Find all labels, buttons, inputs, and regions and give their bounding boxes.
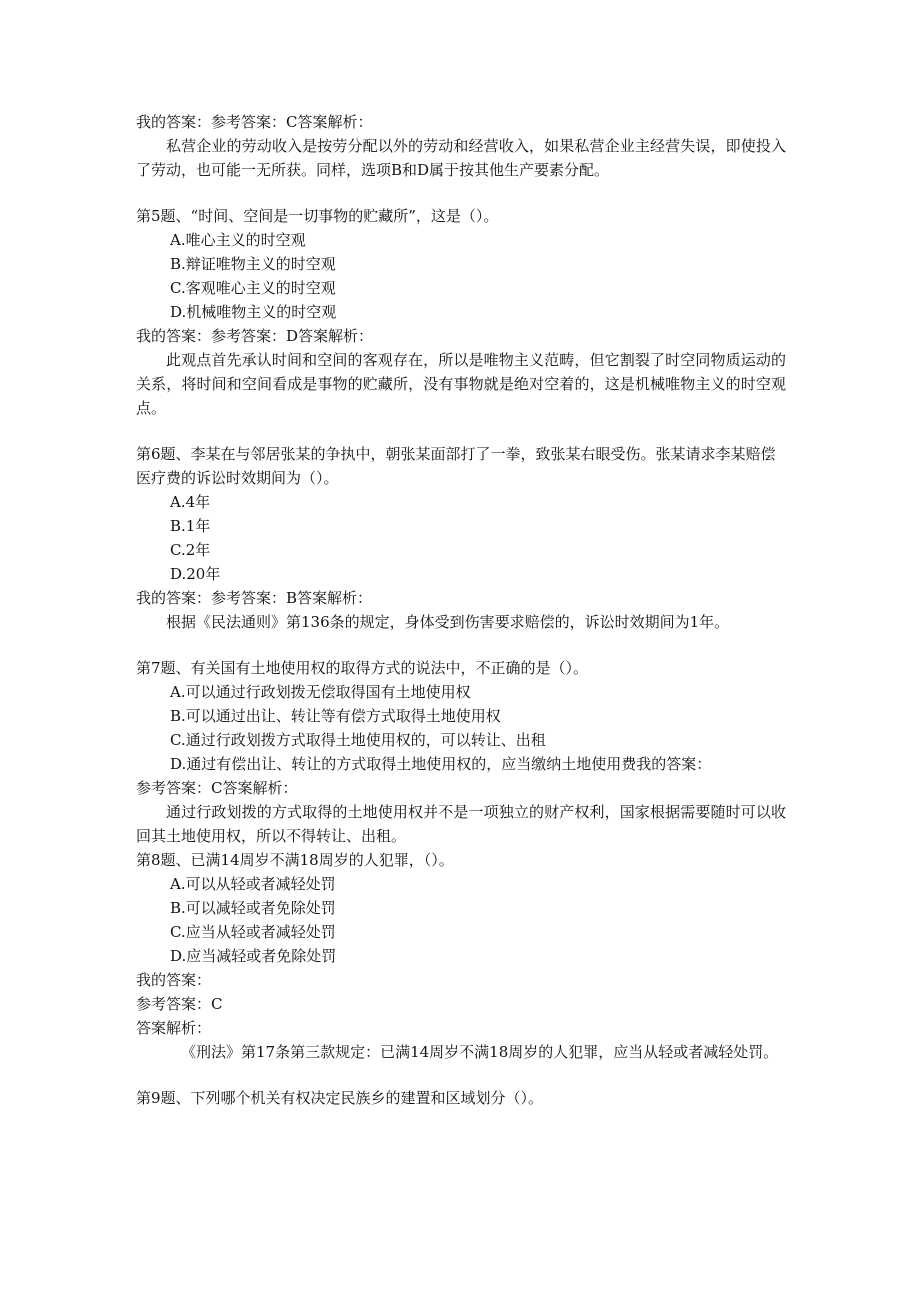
option-d: D.应当减轻或者免除处罚 <box>170 947 337 965</box>
option-a: A.可以从轻或者减轻处罚 <box>170 875 336 893</box>
explanation-text: 私营企业的劳动收入是按劳分配以外的劳动和经营收入，如果私营企业主经营失误，即使投入了劳动，也可能一无所获。同样，选项B和D属于按其他生产要素分配。 <box>136 137 786 179</box>
option-c: C.客观唯心主义的时空观 <box>170 279 336 297</box>
option-b: B.可以减轻或者免除处罚 <box>170 899 336 917</box>
option-a: A.唯心主义的时空观 <box>170 231 306 249</box>
question-title: 第6题、李某在与邻居张某的争执中，朝张某面部打了一拳，致张某右眼受伤。张某请求李某赔偿医疗费的诉讼时效期间为（）。 <box>136 445 776 487</box>
option-d: D.20年 <box>170 565 221 583</box>
option-a: A.4年 <box>170 493 211 511</box>
explanation-text: 此观点首先承认时间和空间的客观存在，所以是唯物主义范畴，但它割裂了时空同物质运动的关系，将时间和空间看成是事物的贮藏所，没有事物就是绝对空着的，这是机械唯物主义的时空观点。 <box>136 351 786 417</box>
answer-line: 我的答案：参考答案：C答案解析： <box>136 113 373 131</box>
option-b: B.辩证唯物主义的时空观 <box>170 255 336 273</box>
reference-answer: 参考答案：C <box>136 995 223 1013</box>
option-b: B.1年 <box>170 517 211 535</box>
option-c: C.通过行政划拨方式取得土地使用权的，可以转让、出租 <box>170 731 546 749</box>
question-title: 第8题、已满14周岁不满18周岁的人犯罪，（）。 <box>136 851 454 869</box>
explanation-text: 通过行政划拨的方式取得的土地使用权并不是一项独立的财产权利，国家根据需要随时可以收回其土地使用权，所以不得转让、出租。 <box>136 803 786 845</box>
explanation-text: 根据《民法通则》第136条的规定，身体受到伤害要求赔偿的，诉讼时效期间为1年。 <box>166 613 730 631</box>
option-a: A.可以通过行政划拨无偿取得国有土地使用权 <box>170 683 471 701</box>
question-title: 第7题、有关国有土地使用权的取得方式的说法中，不正确的是（）。 <box>136 659 589 677</box>
question-title: 第9题、下列哪个机关有权决定民族乡的建置和区域划分（）。 <box>136 1089 544 1107</box>
answer-line: 我的答案：参考答案：B答案解析： <box>136 589 373 607</box>
explanation-text: 《刑法》第17条第三款规定：已满14周岁不满18周岁的人犯罪，应当从轻或者减轻处罚。 <box>181 1043 779 1061</box>
option-c: C.应当从轻或者减轻处罚 <box>170 923 336 941</box>
answer-line: 我的答案：参考答案：D答案解析： <box>136 327 374 345</box>
answer-line: 参考答案：C答案解析： <box>136 779 298 797</box>
question-title: 第5题、“时间、空间是一切事物的贮藏所”，这是（）。 <box>136 207 499 225</box>
my-answer-label: 我的答案： <box>136 971 212 989</box>
option-d: D.机械唯物主义的时空观 <box>170 303 337 321</box>
option-c: C.2年 <box>170 541 211 559</box>
option-d: D.通过有偿出让、转让的方式取得土地使用权的，应当缴纳土地使用费我的答案： <box>170 755 712 773</box>
option-b: B.可以通过出让、转让等有偿方式取得土地使用权 <box>170 707 501 725</box>
analysis-label: 答案解析： <box>136 1019 212 1037</box>
document-body <box>136 110 786 1110</box>
